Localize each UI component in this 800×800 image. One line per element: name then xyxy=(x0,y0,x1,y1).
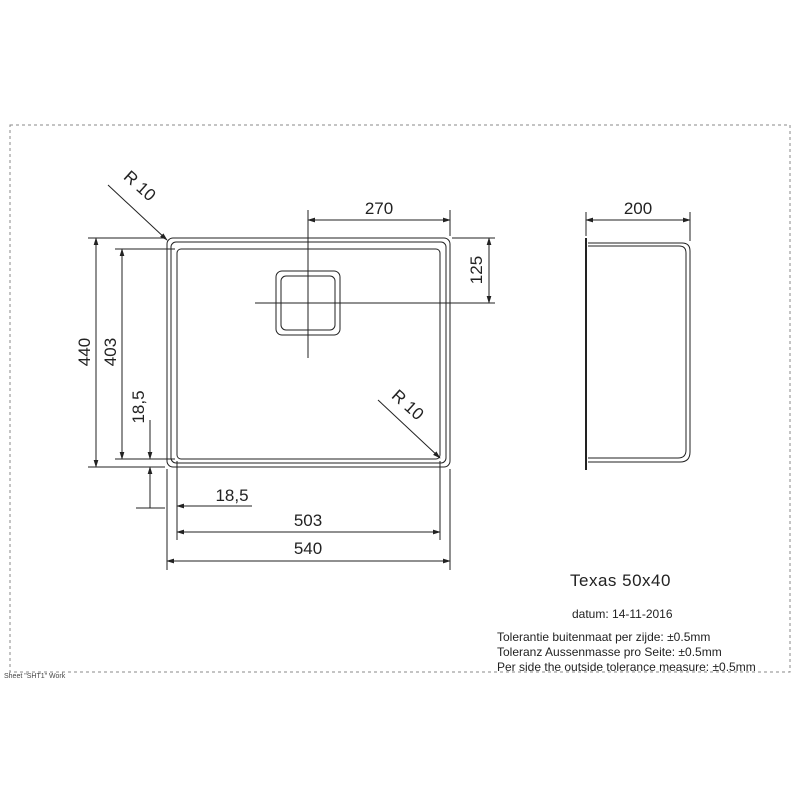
sink-top-view xyxy=(167,210,495,467)
radius-outer-label: R 10 xyxy=(119,166,160,205)
sheet-label: Sheet "SHT1" Work xyxy=(4,673,66,680)
dim-540-label: 540 xyxy=(293,539,323,558)
date-line xyxy=(572,607,673,621)
side-view-body-inner xyxy=(588,246,686,458)
side-view-body xyxy=(588,243,690,462)
dim-125-label: 125 xyxy=(467,255,486,285)
date-value: 14-11-2016 xyxy=(612,607,673,621)
radius-inner-label: R 10 xyxy=(387,385,428,424)
date-label: datum: xyxy=(572,607,609,621)
dim-18-5-horizontal-label: 18,5 xyxy=(215,486,249,505)
dim-18-5-vertical-label: 18,5 xyxy=(129,390,148,424)
dim-270-label: 270 xyxy=(364,199,394,218)
dim-200-label: 200 xyxy=(623,199,653,218)
dim-503-label: 503 xyxy=(293,511,323,530)
tolerance-nl: Tolerantie buitenmaat per zijde: ±0.5mm xyxy=(497,630,711,644)
sink-side-view xyxy=(586,238,690,470)
dim-403-label: 403 xyxy=(101,337,120,367)
dim-440-label: 440 xyxy=(75,337,94,367)
drawing-title: Texas 50x40 xyxy=(570,571,671,590)
tolerance-en: Per side the outside tolerance measure: ±0.5mm xyxy=(497,660,756,674)
tolerance-de: Toleranz Aussenmasse pro Seite: ±0.5mm xyxy=(497,645,722,659)
